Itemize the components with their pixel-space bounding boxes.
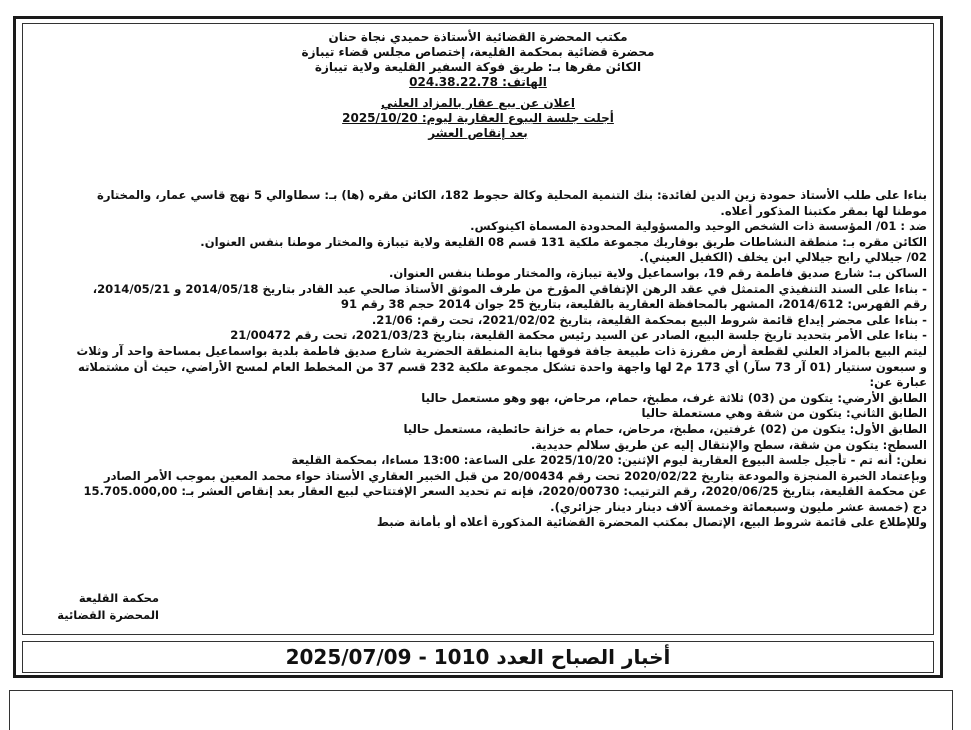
body-line: الكائن مقره بـ: منطقة النشاطات طريق بوفاريك مجموعة ملكية 131 قسم 08 القليعة ولاية تيبازة والمختار موطنا بنفس العنوان. — [200, 234, 927, 249]
office-address: الكائن مقرها بـ: طريق فوكة السفير القليعة ولاية تيبازة — [314, 60, 642, 74]
signature-block — [29, 590, 159, 624]
body-line: السطح: يتكون من شقة، سطح والإنتقال إليه عن طريق سلالم حديدية. — [530, 437, 927, 452]
body-line: 02/ جيلالي رابح جيلالي ابن يخلف (الكفيل العيني). — [639, 250, 927, 265]
signature-bailiff: المحضرة القضائية — [57, 608, 159, 622]
body-line: و سبعون سنتيار (01 آر 73 سآر) أي 173 م2 لها واجهة واحدة تشكل مجموعة ملكية 232 قسم 37 من المخطط العام لمسح الأراضي، حيث أن مشتملاته — [78, 359, 927, 374]
body-line: الطابق الأول: يتكون من (02) غرفتين، مطبخ، مرحاض، حمام به خزانة حائطية، مستعمل حاليا — [403, 421, 927, 436]
announcement-box — [22, 23, 934, 635]
body-line: وللإطلاع على قائمة شروط البيع، الإتصال بمكتب المحضرة القضائية المذكورة أعلاه أو بأمانة ضبط — [376, 515, 927, 530]
body-line: عبارة عن: — [869, 375, 927, 390]
body-line: الساكن بـ: شارع صديق فاطمة رقم 19، بواسماعيل ولاية تيبازة، والمختار موطنا بنفس العنوان. — [389, 265, 927, 280]
body-line: بناءا على طلب الأستاذ حمودة زين الدين لفائدة: بنك التنمية المحلية وكالة حجوط 182، الكائن مقره (ها) بـ: سطاوالي 5 نهج قاسي عمار، والمختارة — [96, 188, 927, 202]
office-phone: الهاتف: 024.38.22.78 — [409, 75, 547, 89]
body-line: عن محكمة القليعة، بتاريخ 2020/06/25، رقم الترتيب: 2020/00730، فإنه تم تحديد السعر الإفتتاحي لبيع العقار بعد إنقاص العشر بـ: 15.705.000,00 — [83, 484, 927, 499]
postponement-date: أجلت جلسة البيوع العقارية ليوم: 2025/10/20 — [342, 111, 614, 125]
body-line: وبإعتماد الخبرة المنجزة والمودعة بتاريخ 2020/02/22 تحت رقم 20/00434 من قبل الخبير العقاري الأستاذ حواء محمد المعين بموجب الأمر الصادر — [103, 468, 927, 483]
body-line: - بناءا على السند التنفيذي المتمثل في عقد الرهن الإتفاقي المؤرخ من طرف الموثق الأستاذ صالحي عبد القادر بتاريخ 2014/05/18 و 2014/05/21، — [92, 281, 927, 296]
issue-info: أخبار الصباح العدد 1010 - 2025/07/09 — [285, 645, 671, 669]
newspaper-footer — [22, 641, 934, 673]
body-line: رقم الفهرس: 2014/612، المشهر بالمحافظة العقارية بالقليعة، بتاريخ 25 جوان 2014 حجم 38 رقم 91 — [340, 297, 927, 312]
announcement-title: اعلان عن بيع عقار بالمزاد العلني — [380, 96, 576, 110]
announcement-body — [31, 188, 927, 531]
announcement-frame — [13, 16, 943, 678]
body-line: موطنا لها بمقر مكتبنا المذكور أعلاه. — [720, 203, 927, 218]
office-name: مكتب المحضرة القضائية الأستاذة حميدي نجاة حنان — [328, 30, 628, 44]
body-line: - بناءا على الأمر بتحديد تاريخ جلسة البيع، الصادر عن السيد رئيس محكمة القليعة، بتاريخ 2021/03/23، تحت رقم 21/00472 — [230, 328, 927, 343]
body-line: ليتم البيع بالمزاد العلني لقطعة أرض مفرزة ذات طبيعة جافة فوقها بناية المنطقة الحضرية شارع صديق فاطمة بلدية بواسماعيل بمساحة واحد آر وثلاث — [76, 343, 927, 358]
body-line: الطابق الأرضي: يتكون من (03) ثلاثة غرف، مطبخ، حمام، مرحاض، بهو وهو مستعمل حاليا — [421, 390, 927, 405]
next-announcement-edge — [9, 690, 953, 730]
signature-court: محكمة القليعة — [78, 591, 159, 605]
body-line: - بناءا على محضر إيداع قائمة شروط البيع بمحكمة القليعة، بتاريخ 2021/02/02، تحت رقم: 21/06. — [371, 312, 927, 327]
body-line: الطابق الثاني: يتكون من شقة وهي مستعملة حاليا — [641, 406, 927, 421]
body-line: دج (خمسة عشر مليون وسبعمائة وخمسة آلاف دينار دينار جزائري). — [550, 499, 927, 514]
body-line: نعلن: أنه تم - تأجيل جلسة البيوع العقارية ليوم الإثنين: 2025/10/20 على الساعة: 13:00 مساءا، بمحكمة القليعة — [291, 453, 927, 468]
price-reduction-note: بعد إنقاص العشر — [428, 126, 528, 140]
body-line: ضد : 01/ المؤسسة ذات الشخص الوحيد والمسؤولية المحدودة المسماة اكينوكس. — [470, 219, 927, 234]
office-jurisdiction: محضرة قضائية بمحكمة القليعة، إختصاص مجلس قضاء تيبازة — [301, 45, 655, 59]
announcement-header — [23, 30, 933, 141]
